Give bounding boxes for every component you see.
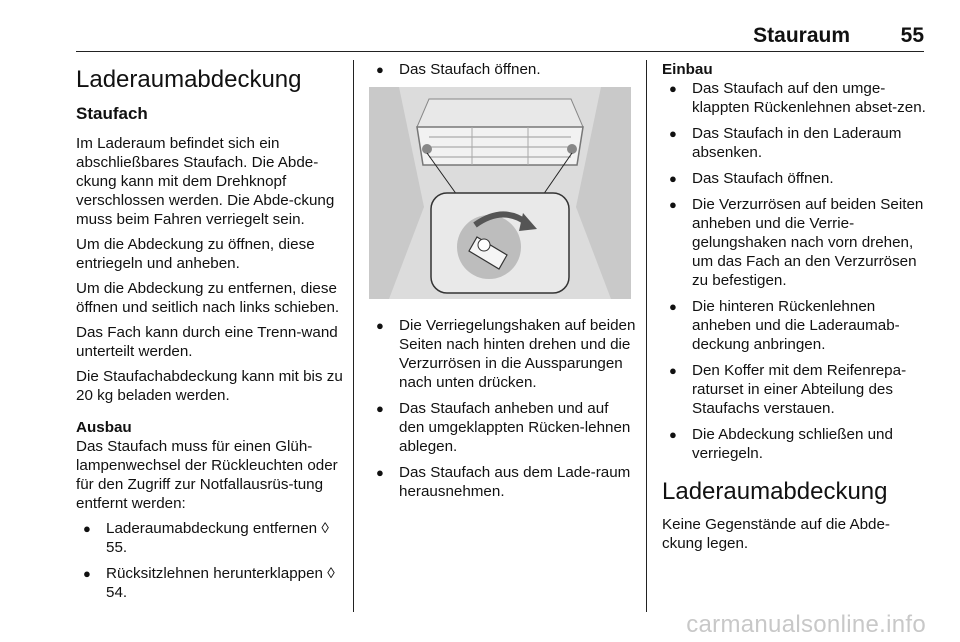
storage-compartment-illustration <box>369 87 631 299</box>
ausbau-label: Ausbau <box>76 419 132 436</box>
section-heading: Laderaumabdeckung <box>662 478 888 505</box>
paragraph: Das Fach kann durch eine Trenn-wand unterteilt werden. <box>76 324 338 360</box>
paragraph: Keine Gegenstände auf die Abde-ckung legen. <box>662 516 890 552</box>
paragraph: Um die Abdeckung zu entfernen, diese öffnen und seitlich nach links schieben. <box>76 280 340 316</box>
bullet-list <box>76 519 344 602</box>
list-item: ● Das Staufach öffnen. <box>369 60 637 79</box>
section-heading: Laderaumabdeckung <box>76 66 302 93</box>
column-divider-1 <box>353 60 354 612</box>
paragraph: Die Staufachabdeckung kann mit bis zu 20 kg beladen werden. <box>76 368 343 404</box>
list-item: ● Den Koffer mit dem Reifenrepa-raturset in einer Abteilung des Staufachs verstauen. <box>662 361 928 418</box>
bullet-list <box>662 79 928 463</box>
watermark: carmanualsonline.info <box>686 611 926 638</box>
list-item: ● Das Staufach öffnen. <box>662 169 928 188</box>
column-2 <box>369 60 637 508</box>
list-item: ● Die Verriegelungshaken auf beiden Seiten nach hinten drehen und die Verzurrösen in die Aussparungen nach unten drücken. <box>369 316 637 392</box>
page-number: 55 <box>900 24 924 47</box>
list-item: ● Die Abdeckung schließen und verriegeln. <box>662 425 928 463</box>
column-3 <box>662 60 928 559</box>
bullet-list <box>369 316 637 501</box>
paragraph: Im Laderaum befindet sich ein abschließbares Staufach. Die Abde-ckung kann mit dem Drehknopf verschlossen werden. Die Abde-ckung muss beim Fahren verriegelt sein. <box>76 135 335 228</box>
illustration-drawing <box>369 87 631 299</box>
paragraph: Das Staufach muss für einen Glüh-lampenwechsel der Rückleuchten oder für den Zugriff zur Notfallausrüs-tung entfernt werden: <box>76 438 338 512</box>
paragraph: Um die Abdeckung zu öffnen, diese entriegeln und anheben. <box>76 236 315 272</box>
einbau-label: Einbau <box>662 61 713 78</box>
list-item: ● Das Staufach in den Laderaum absenken. <box>662 124 928 162</box>
header-divider <box>76 51 924 52</box>
column-divider-2 <box>646 60 647 612</box>
list-item: ● Die Verzurrösen auf beiden Seiten anheben und die Verrie-gelungshaken nach vorn drehen, um das Fach an den Verzurrösen zu befestigen. <box>662 195 928 290</box>
list-item: ● Das Staufach aus dem Lade-raum herausnehmen. <box>369 463 637 501</box>
list-item: ● Die hinteren Rückenlehnen anheben und die Laderaumab-deckung anbringen. <box>662 297 928 354</box>
column-1 <box>76 60 344 609</box>
list-item: ● Das Staufach anheben und auf den umgeklappten Rücken-lehnen ablegen. <box>369 399 637 456</box>
list-item: ● Das Staufach auf den umge-klappten Rückenlehnen abset-zen. <box>662 79 928 117</box>
list-item: ● Laderaumabdeckung entfernen ◊ 55. <box>76 519 344 557</box>
page-header-title: Stauraum <box>753 24 850 47</box>
subsection-heading: Staufach <box>76 104 148 123</box>
bullet-list <box>369 60 637 79</box>
list-item: ● Rücksitzlehnen herunterklappen ◊ 54. <box>76 564 344 602</box>
